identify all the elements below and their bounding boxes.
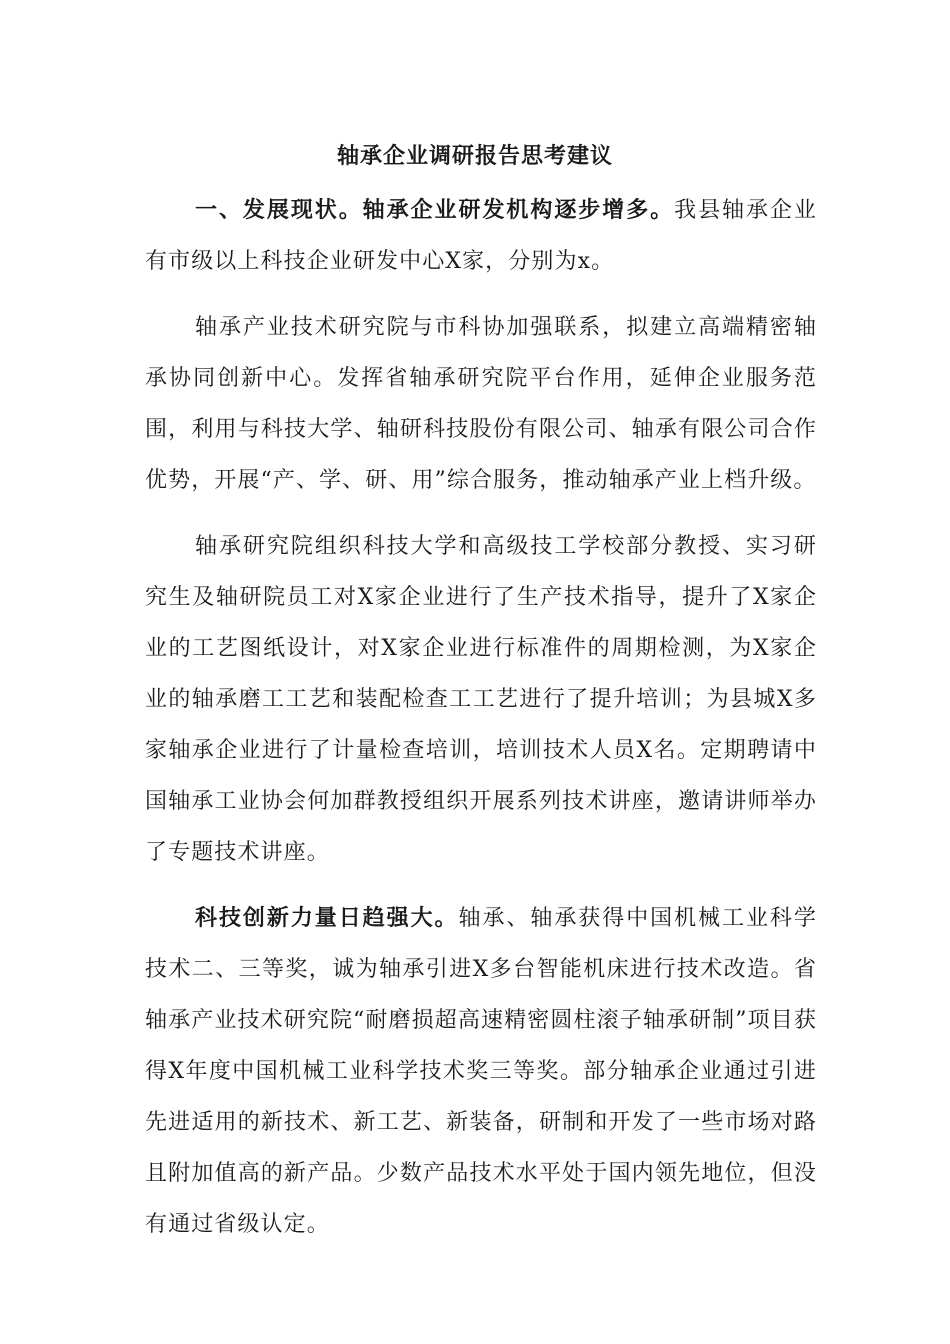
paragraph-development-status: [145, 185, 817, 287]
document-body: [145, 185, 817, 1265]
paragraph-heading: 科技创新力量日趋强大。: [195, 905, 459, 931]
paragraph-heading: 一、发展现状。轴承企业研发机构逐步增多。: [195, 197, 675, 223]
paragraph-innovation-strength: [145, 893, 817, 1250]
paragraph-text: 轴承、轴承获得中国机械工业科学技术二、三等奖，诚为轴承引进X多台智能机床进行技术改造。省轴承产业技术研究院“耐磨损超高速精密圆柱滚子轴承研制”项目获得X年度中国机械工业科学技术奖三等奖。部分轴承企业通过引进先进适用的新技术、新工艺、新装备，研制和开发了一些市场对路且附加值高的新产品。少数产品技术水平处于国内领先地位，但没有通过省级认定。: [145, 906, 817, 1237]
paragraph-research-institute: [145, 302, 817, 506]
paragraph-text: 轴承产业技术研究院与市科协加强联系，拟建立高端精密轴承协同创新中心。发挥省轴承研究院平台作用，延伸企业服务范围，利用与科技大学、轴研科技股份有限公司、轴承有限公司合作优势，开展“产、学、研、用”综合服务，推动轴承产业上档升级。: [145, 315, 817, 493]
paragraph-text: 轴承研究院组织科技大学和高级技工学校部分教授、实习研究生及轴研院员工对X家企业进行了生产技术指导，提升了X家企业的工艺图纸设计，对X家企业进行标准件的周期检测，为X家企业的轴承磨工工艺和装配检查工工艺进行了提升培训；为县城X多家轴承企业进行了计量检查培训，培训技术人员X名。定期聘请中国轴承工业协会何加群教授组织开展系列技术讲座，邀请讲师举办了专题技术讲座。: [145, 534, 817, 865]
paragraph-text: 我县轴承企业有市级以上科技企业研发中心X家，分别为x。: [145, 198, 817, 274]
paragraph-technical-guidance: [145, 521, 817, 878]
document-title: 轴承企业调研报告思考建议: [336, 143, 613, 169]
